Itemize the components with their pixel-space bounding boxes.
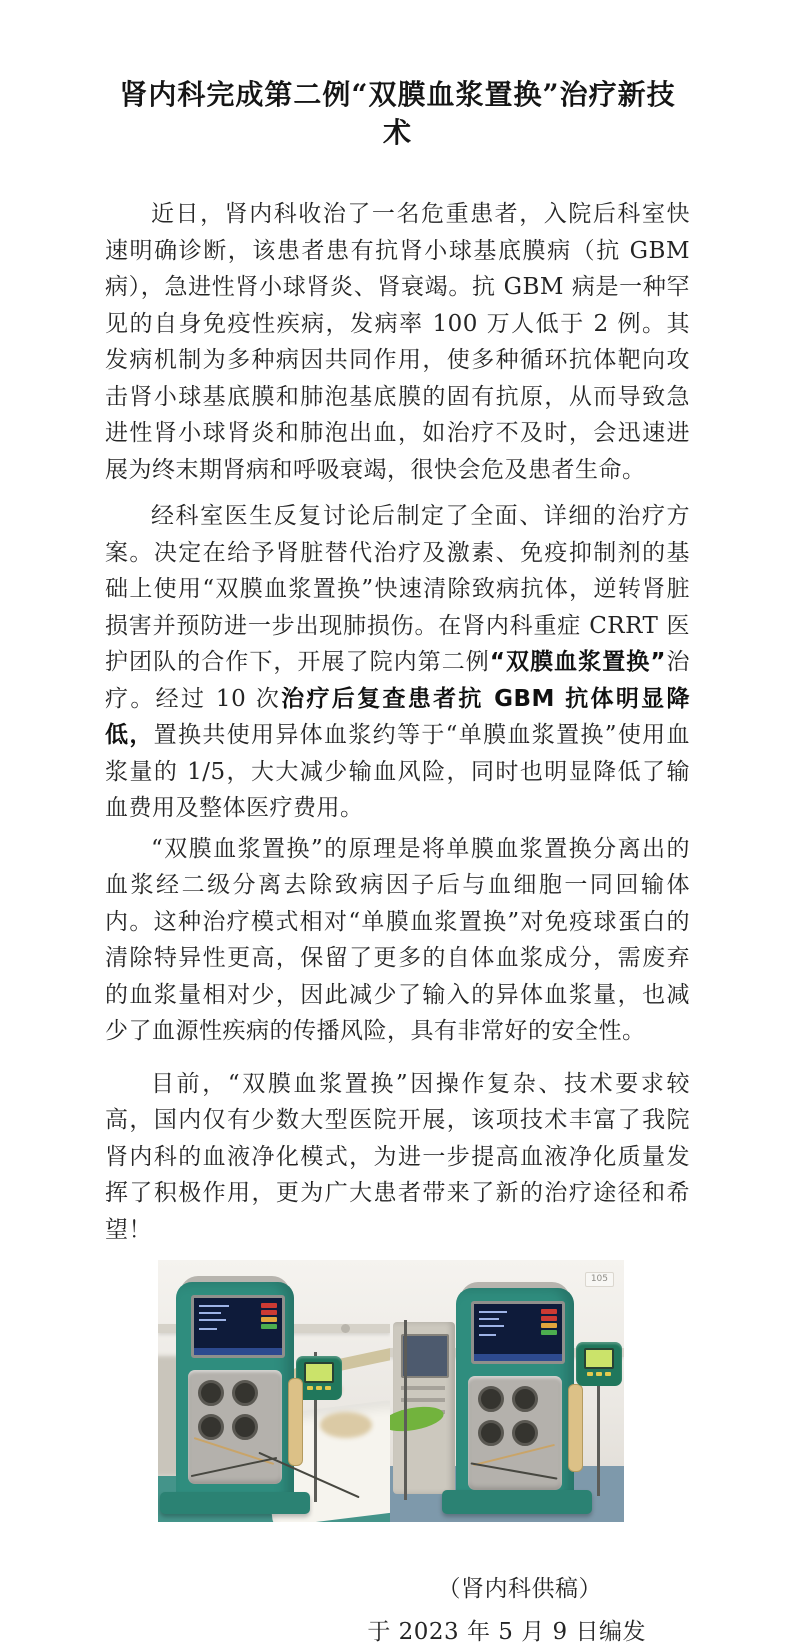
screen-text-line [479,1318,499,1320]
paragraph-segment: 置换共使用异体血浆约等于“单膜血浆置换”使用血浆量的 1/5，大大减少输血风险，同时也明显降低了输血费用及整体医疗费用。 [105,722,690,821]
screen-status-bar-red [261,1310,277,1315]
pump-knob [478,1420,504,1446]
paragraph-text: 目前，“双膜血浆置换”因操作复杂、技术要求较高，国内仅有少数大型医院开展，该项技术丰富了我院肾内科的血液净化模式，为进一步提高血液净化质量发挥了积极作用，更为广大患者带来了新的治疗途径和希望！ [105,1070,690,1243]
paragraph-text: 近日，肾内科收治了一名危重患者，入院后科室快速明确诊断，该患者患有抗肾小球基底膜病（抗 GBM 病），急进性肾小球肾炎、肾衰竭。抗 GBM 病是一种罕见的自身免疫性疾病，发病率 100 万人低于 2 例。其发病机制为多种病因共同作用，使多种循环抗体靶向攻击肾小球基底膜和肺泡基底膜的固有抗原，从而导致急进性肾小球肾炎和肺泡出血，如治疗不及时，会迅速进展为终末期肾病和呼吸衰竭，很快会危及患者生命。 [105,201,690,483]
screen-status-bar-red [541,1316,557,1321]
monitor-button [596,1372,602,1376]
screen-status-bar-green [261,1324,277,1329]
machine-screen [471,1301,565,1364]
blanket [320,1412,372,1438]
monitor-button [605,1372,611,1376]
screen-text-line [199,1328,217,1330]
blood-tube [473,1444,555,1466]
monitor-button [307,1386,313,1390]
screen-status-bar-red [261,1303,277,1308]
publish-date: 于 2023 年 5 月 9 日编发 [367,1619,646,1645]
monitor-screen [584,1348,614,1369]
screen-text-line [479,1311,507,1313]
monitor-screen [304,1362,334,1383]
machine-screen [191,1295,285,1358]
equipment-screen [401,1334,449,1378]
monitor-buttons [576,1372,622,1376]
screen-status-bar-red [541,1309,557,1314]
bold-antibody-result: 治疗后复查患者抗 GBM 抗体明显降低， [105,685,690,748]
cable [191,1457,277,1477]
cable [470,1462,557,1479]
iv-pole [404,1320,407,1500]
credit-line: （肾内科供稿） [437,1576,602,1602]
room-number-sign: 105 [585,1272,614,1287]
paragraph-intro [105,196,690,488]
paragraph-treatment-plan [105,498,690,827]
screen-text-line [479,1325,504,1327]
screen-status-bar-green [541,1330,557,1335]
screen-text-line [199,1312,221,1314]
monitor-button [316,1386,322,1390]
article-title: 肾内科完成第二例“双膜血浆置换”治疗新技术 [119,78,676,149]
pump-knob [512,1386,538,1412]
paragraph-segment: 经科室医生反复讨论后制定了全面、详细的治疗方案。决定在给予肾脏替代治疗及激素、免疫抑制剂的基础上使用“双膜血浆置换”快速清除致病抗体，逆转肾脏损害并预防进一步出现肺损伤。在肾内科重症 CRRT 医护团队的合作下，开展了院内第二例 [105,503,690,675]
article-footer [105,1574,690,1647]
photo-dialysis-machine-bedside [158,1260,390,1522]
rail-socket [341,1324,350,1333]
photo-dialysis-machine-room [390,1260,624,1522]
bold-double-membrane-term: “双膜血浆置换” [489,649,666,675]
equipment-slot [401,1386,445,1390]
article-body [105,196,690,1248]
screen-text-line [199,1319,226,1321]
tube-holder [568,1384,583,1472]
screen-text-line [199,1305,229,1307]
machine-platform [160,1492,310,1514]
paragraph-principle [105,831,690,1050]
paragraph-segment: 治疗。经过 10 次 [105,649,691,712]
screen-status-bar-orange [261,1317,277,1322]
pump-knob [232,1380,258,1406]
screen-text-line [479,1334,496,1336]
dialysis-machine [176,1282,294,1506]
screen-toolbar [194,1348,282,1355]
pump-knob [198,1414,224,1440]
pump-knob [478,1386,504,1412]
pump-knob [232,1414,258,1440]
screen-status-bar-orange [541,1323,557,1328]
paragraph-outlook [105,1066,690,1249]
paragraph-text: “双膜血浆置换”的原理是将单膜血浆置换分离出的血浆经二级分离去除致病因子后与血细胞一同回输体内。这种治疗模式相对“单膜血浆置换”对免疫球蛋白的清除特异性更高，保留了更多的自体血浆成分，需废弃的血浆量相对少，因此减少了输入的异体血浆量，也减少了血源性疾病的传播风险，具有非常好的安全性。 [105,835,690,1044]
monitor-button [587,1372,593,1376]
monitor-button [325,1386,331,1390]
photo-row [158,1260,624,1522]
machine-platform [442,1490,592,1514]
equipment-slot [401,1398,445,1402]
dialysis-machine [456,1288,574,1512]
pump-knob [198,1380,224,1406]
vitals-monitor-device [576,1342,622,1386]
machine-front-panel [468,1376,562,1490]
tube-holder [288,1378,303,1466]
pump-knob [512,1420,538,1446]
machine-front-panel [188,1370,282,1484]
screen-toolbar [474,1354,562,1361]
monitor-pole [597,1386,600,1496]
